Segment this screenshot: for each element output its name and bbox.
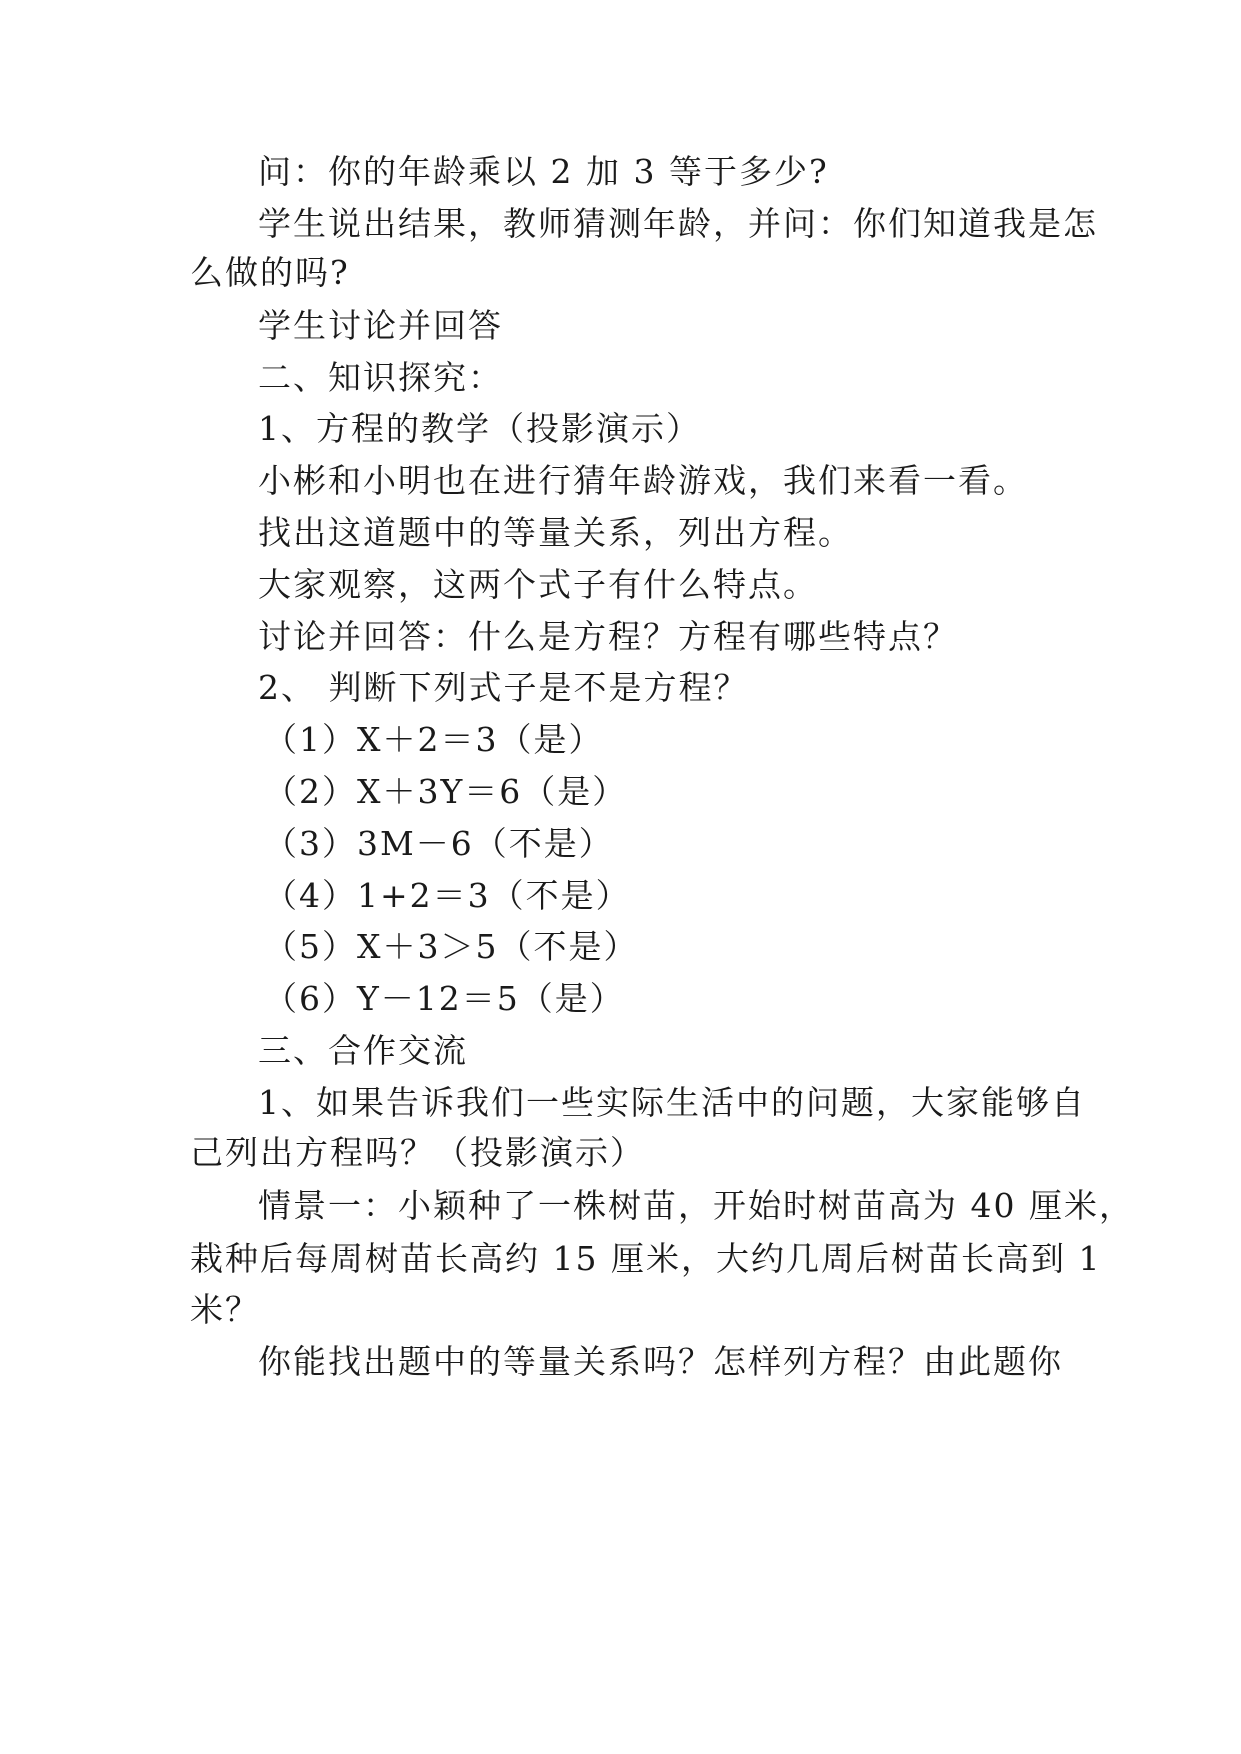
subsection-heading: 1、方程的教学（投影演示） bbox=[258, 409, 701, 448]
list-item: （4）1+2＝3（不是） bbox=[264, 876, 631, 915]
paragraph-line: 小彬和小明也在进行猜年龄游戏，我们来看一看。 bbox=[258, 461, 1028, 500]
list-item: （6）Y－12＝5（是） bbox=[264, 979, 625, 1018]
paragraph-line: 学生说出结果，教师猜测年龄，并问：你们知道我是怎 bbox=[258, 204, 1098, 243]
question-line: 问：你的年龄乘以 2 加 3 等于多少? bbox=[258, 152, 829, 191]
list-item: （2）X＋3Y＝6（是） bbox=[264, 772, 628, 811]
paragraph-line: 1、如果告诉我们一些实际生活中的问题，大家能够自 bbox=[258, 1083, 1086, 1122]
paragraph-line: 大家观察，这两个式子有什么特点。 bbox=[258, 565, 818, 604]
paragraph-line: 学生讨论并回答 bbox=[258, 306, 503, 345]
section-heading: 三、合作交流 bbox=[258, 1031, 468, 1070]
section-heading: 二、知识探究： bbox=[258, 358, 503, 397]
paragraph-line: 情景一：小颖种了一株树苗，开始时树苗高为 40 厘米， bbox=[258, 1186, 1134, 1225]
list-item: （5）X＋3＞5（不是） bbox=[264, 927, 639, 966]
paragraph-line: 米？ bbox=[190, 1290, 260, 1329]
list-item: （1）X＋2＝3（是） bbox=[264, 720, 604, 759]
paragraph-line: 己列出方程吗？（投影演示） bbox=[190, 1133, 645, 1172]
paragraph-line: 讨论并回答：什么是方程？方程有哪些特点？ bbox=[258, 617, 958, 656]
paragraph-line: 找出这道题中的等量关系，列出方程。 bbox=[258, 513, 853, 552]
list-item: （3）3M－6（不是） bbox=[264, 824, 614, 863]
subsection-heading: 2、 判断下列式子是不是方程？ bbox=[258, 668, 749, 707]
paragraph-line: 你能找出题中的等量关系吗？怎样列方程？由此题你 bbox=[258, 1342, 1063, 1381]
paragraph-line: 栽种后每周树苗长高约 15 厘米，大约几周后树苗长高到 1 bbox=[190, 1239, 1102, 1278]
paragraph-line: 么做的吗? bbox=[190, 253, 350, 292]
